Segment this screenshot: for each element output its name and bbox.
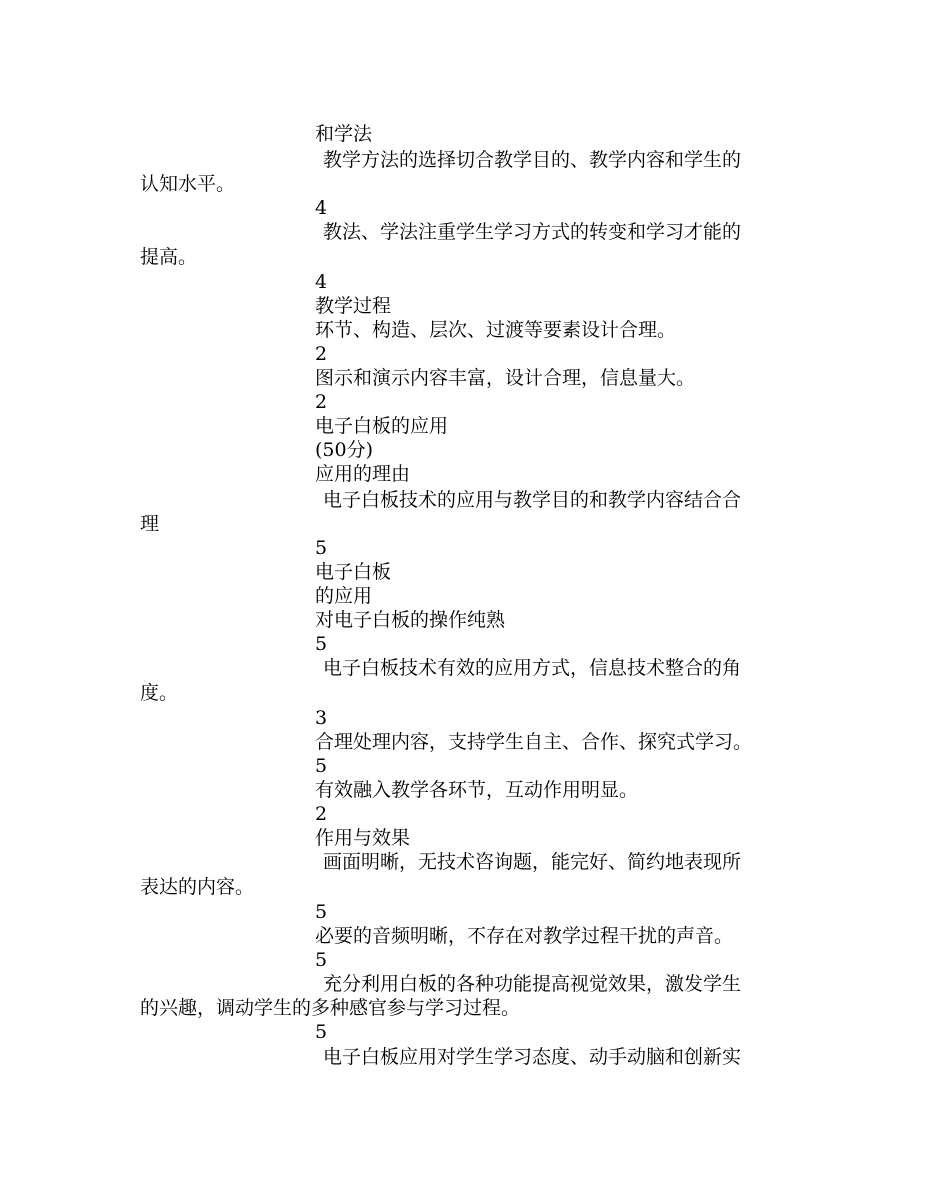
text-line: 对电子白板的操作纯熟 (315, 609, 506, 631)
section-heading: 作用与效果 (315, 827, 411, 849)
score-value: 5 (315, 1021, 328, 1043)
text-line: 和学法 (315, 123, 373, 145)
text-line: 电子白板技术的应用与教学目的和教学内容结合合 (323, 489, 742, 511)
section-heading: 教学过程 (315, 295, 392, 317)
text-line: 理 (140, 513, 160, 535)
text-line: 环节、构造、层次、过渡等要素设计合理。 (315, 319, 677, 341)
section-heading: 应用的理由 (315, 463, 411, 485)
text-line: 认知水平。 (140, 173, 236, 195)
text-line: 教学方法的选择切合教学目的、教学内容和学生的 (323, 149, 742, 171)
score-value: 5 (315, 633, 328, 655)
score-value: 2 (315, 803, 328, 825)
score-value: 5 (315, 949, 328, 971)
text-line: 有效融入教学各环节，互动作用明显。 (315, 779, 639, 801)
section-heading: 电子白板的应用 (315, 415, 449, 437)
score-value: 4 (315, 197, 328, 219)
text-line: 图示和演示内容丰富，设计合理，信息量大。 (315, 367, 696, 389)
text-line: 教法、学法注重学生学习方式的转变和学习才能的 (323, 221, 742, 243)
text-line: 电子白板应用对学生学习态度、动手动脑和创新实 (323, 1046, 742, 1068)
text-line: 提高。 (140, 246, 198, 268)
score-value: 5 (315, 901, 328, 923)
score-value: 4 (315, 271, 328, 293)
text-line: 必要的音频明晰，不存在对教学过程干扰的声音。 (315, 925, 734, 947)
score-value: 2 (315, 343, 328, 365)
text-line: 度。 (140, 682, 179, 704)
section-points: (50分) (315, 439, 374, 461)
text-line: 合理处理内容，支持学生自主、合作、探究式学习。 (315, 731, 753, 753)
score-value: 2 (315, 391, 328, 413)
section-heading: 的应用 (315, 585, 373, 607)
text-line: 表达的内容。 (140, 876, 255, 898)
score-value: 3 (315, 707, 328, 729)
text-line: 充分利用白板的各种功能提高视觉效果，激发学生 (323, 973, 742, 995)
score-value: 5 (315, 755, 328, 777)
section-heading: 电子白板 (315, 561, 392, 583)
text-line: 电子白板技术有效的应用方式，信息技术整合的角 (323, 657, 742, 679)
text-line: 的兴趣，调动学生的多种感官参与学习过程。 (140, 997, 521, 1019)
text-line: 画面明晰，无技术咨询题，能完好、简约地表现所 (323, 851, 742, 873)
score-value: 5 (315, 537, 328, 559)
